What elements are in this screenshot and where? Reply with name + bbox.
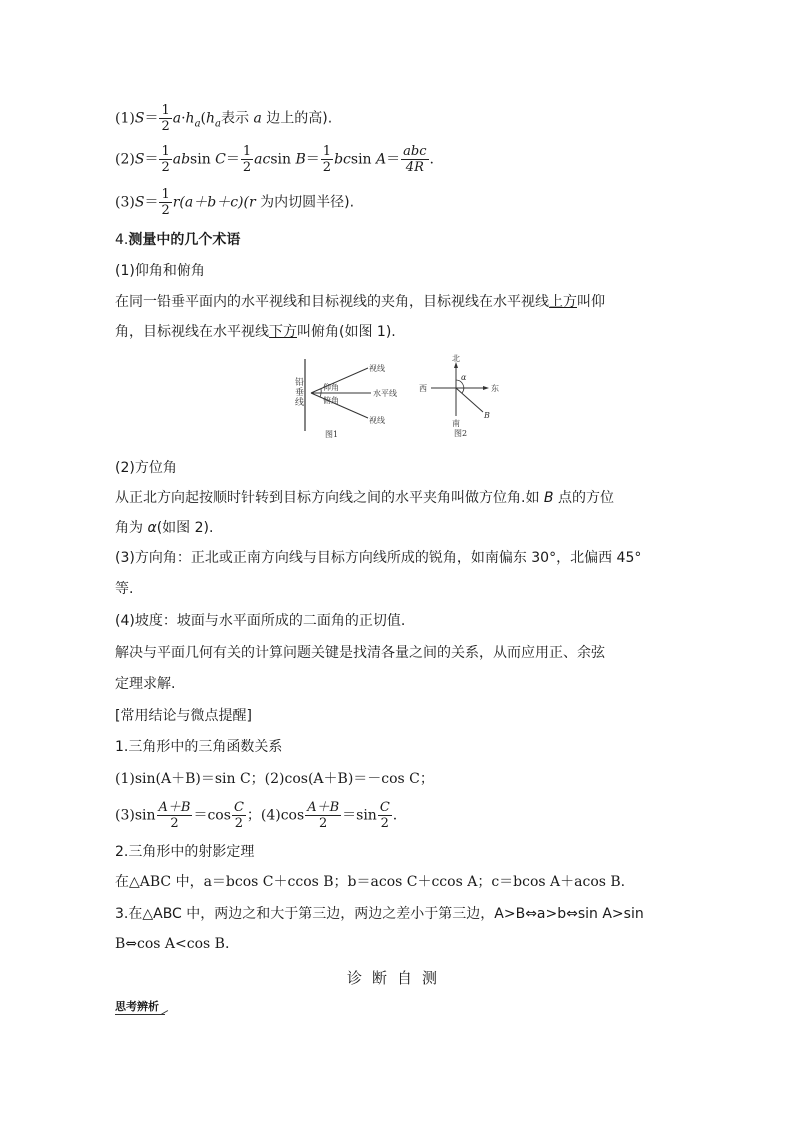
north-label: 北 <box>452 354 460 363</box>
var-h: h <box>206 110 216 127</box>
text: 点的方位 <box>553 490 614 506</box>
remark-1-heading: 1.三角形中的三角函数关系 <box>115 739 283 755</box>
denominator: 2 <box>170 816 179 831</box>
underlined-text: 上方 <box>549 294 577 310</box>
fraction-half <box>159 187 171 218</box>
sight-line-label: 视线 <box>369 416 385 425</box>
term-ab: ab <box>172 151 191 168</box>
text: ＝cos <box>193 807 231 824</box>
equals: ＝ <box>144 110 159 127</box>
figure-caption: 图1 <box>325 430 339 439</box>
desc-text: 表示 <box>221 110 254 127</box>
east-label: 东 <box>491 384 499 393</box>
underlined-text: 下方 <box>269 324 297 340</box>
fraction-half <box>241 144 253 175</box>
equals: ＝ <box>305 151 320 168</box>
subscript-a: a <box>215 118 221 130</box>
text: (3)sin <box>115 807 156 824</box>
var-a: a <box>253 110 262 127</box>
paragraph-line: 等. <box>115 581 134 597</box>
sin: sin <box>190 151 216 168</box>
point-B-label: B <box>484 411 490 420</box>
area-formula-3 <box>115 187 354 218</box>
text: 叫俯角(如图 1). <box>297 324 396 340</box>
fraction <box>157 800 193 831</box>
numerator: 1 <box>161 144 170 159</box>
sin: sin <box>350 151 377 168</box>
text: ＝sin <box>342 807 377 824</box>
vertical-line-label: 垂 <box>295 388 305 398</box>
thinking-tag: 思考辨析 <box>115 998 165 1015</box>
var-r: r <box>248 194 256 211</box>
sin: sin <box>270 151 296 168</box>
item-elevation-depression: (1)仰角和俯角 <box>115 263 205 279</box>
var-S: S <box>134 151 145 168</box>
fraction-half <box>159 103 171 134</box>
remark-3-line: B⇔cos A<cos B. <box>115 936 230 952</box>
formula-index: (3) <box>115 194 135 211</box>
var-A: A <box>376 151 387 168</box>
period: . <box>392 807 398 824</box>
text: 从正北方向起按顺时针转到目标方向线之间的水平夹角叫做方位角.如 <box>115 490 544 506</box>
vertical-line-label: 铅 <box>295 378 305 388</box>
numerator: A＋B <box>307 800 340 815</box>
numerator: abc <box>403 144 427 159</box>
paragraph-line: 定理求解. <box>115 676 176 692</box>
numerator: 1 <box>242 144 252 159</box>
remarks-heading: [常用结论与微点提醒] <box>115 708 252 724</box>
section-heading <box>115 231 240 249</box>
area-formula-2 <box>115 144 434 175</box>
var-alpha: α <box>147 520 157 536</box>
equals: ＝ <box>144 151 159 168</box>
denominator: 2 <box>242 160 252 175</box>
var-r: r <box>172 194 180 211</box>
fraction <box>305 800 341 831</box>
elevation-angle-label: 仰角 <box>323 383 339 392</box>
vertical-line-label: 线 <box>295 398 305 408</box>
term-ac: ac <box>254 151 271 168</box>
denominator: 2 <box>161 203 170 218</box>
var-h: h <box>185 110 195 127</box>
figure-2-azimuth <box>415 352 510 444</box>
perimeter-term: (a＋b＋c)( <box>179 194 249 211</box>
diagnostic-title: 诊断自测 <box>346 969 447 987</box>
paragraph-line: 解决与平面几何有关的计算问题关键是找清各量之间的关系，从而应用正、余弦 <box>115 645 605 661</box>
fraction-half <box>159 144 171 175</box>
equals: ＝ <box>386 151 401 168</box>
south-label: 南 <box>452 419 460 428</box>
numerator: 1 <box>322 144 332 159</box>
dot: · <box>181 110 186 127</box>
depression-angle-label: 俯角 <box>323 396 339 405</box>
formula-index: (1) <box>115 110 135 127</box>
section-title: 测量中的几个术语 <box>128 232 241 248</box>
sight-line-label: 视线 <box>369 364 385 373</box>
paragraph-line <box>115 293 605 311</box>
equals: ＝ <box>144 194 159 211</box>
denominator: 2 <box>161 160 170 175</box>
numerator: A＋B <box>158 800 191 815</box>
horizontal-line-label: 水平线 <box>373 389 397 398</box>
text: 在同一铅垂平面内的水平视线和目标视线的夹角，目标视线在水平视线 <box>115 294 549 310</box>
paragraph-line <box>115 323 396 341</box>
paragraph-line <box>115 519 213 537</box>
fraction <box>232 800 246 831</box>
numerator: C <box>379 800 390 815</box>
alpha-label: α <box>461 373 467 382</box>
var-S: S <box>134 194 145 211</box>
denominator: 2 <box>380 816 389 831</box>
area-formula-1 <box>115 103 332 134</box>
text: (如图 2). <box>156 520 214 536</box>
formula-index: (2) <box>115 151 135 168</box>
denominator: 2 <box>319 816 328 831</box>
var-a: a <box>172 110 182 127</box>
fraction-half <box>321 144 333 175</box>
figure-caption: 图2 <box>454 429 468 438</box>
denominator: 2 <box>234 816 244 831</box>
text: 角，目标视线在水平视线 <box>115 324 269 340</box>
desc-text: 边上的高). <box>261 110 333 127</box>
remark-1-half-angle <box>115 800 397 831</box>
item-direction-angle: (3)方向角：正北或正南方向线与目标方向线所成的锐角，如南偏东 30°，北偏西 45° <box>115 550 642 566</box>
period: . <box>429 151 434 168</box>
numerator: C <box>233 800 244 815</box>
remark-1-formulas: (1)sin(A＋B)＝sin C；(2)cos(A＋B)＝－cos C； <box>115 771 434 787</box>
section-number: 4. <box>115 232 129 248</box>
figure-1-elevation-depression <box>285 355 415 443</box>
equals: ＝ <box>225 151 240 168</box>
denominator: 4R <box>405 160 424 175</box>
text: ；(4)cos <box>246 807 305 824</box>
var-S: S <box>134 110 145 127</box>
var-B: B <box>295 151 306 168</box>
numerator: 1 <box>161 187 170 202</box>
desc-text: 为内切圆半径). <box>255 194 355 211</box>
item-azimuth: (2)方位角 <box>115 460 177 476</box>
fraction-abc-4R <box>401 144 428 175</box>
remark-2-projection: 在△ABC 中，a＝bcos C＋ccos B；b＝acos C＋ccos A；c＝bcos A＋acos B. <box>115 874 626 890</box>
denominator: 2 <box>161 119 170 134</box>
text: 角为 <box>115 520 148 536</box>
west-label: 西 <box>419 384 427 393</box>
var-C: C <box>215 151 226 168</box>
subscript-a: a <box>194 118 201 130</box>
paragraph-line <box>115 489 614 507</box>
remark-2-heading: 2.三角形中的射影定理 <box>115 844 255 860</box>
numerator: 1 <box>161 103 170 118</box>
denominator: 2 <box>322 160 332 175</box>
var-B: B <box>543 490 554 506</box>
text: 叫仰 <box>577 294 605 310</box>
remark-3-line: 3.在△ABC 中，两边之和大于第三边，两边之差小于第三边，A>B⇔a>b⇔sin A>sin <box>115 906 644 922</box>
paren: ( <box>200 110 206 127</box>
fraction <box>378 800 392 831</box>
item-slope: (4)坡度：坡面与水平面所成的二面角的正切值. <box>115 613 406 629</box>
term-bc: bc <box>334 151 351 168</box>
